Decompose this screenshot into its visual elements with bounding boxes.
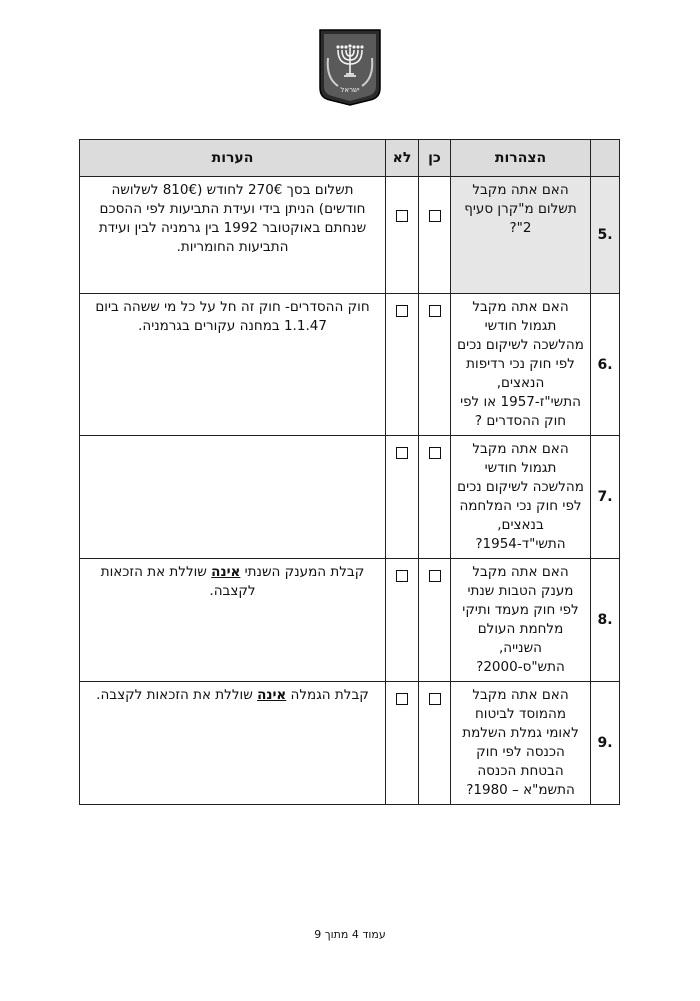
row-number: 5.: [591, 177, 620, 294]
notes-text: קבלת המענק השנתי: [240, 564, 365, 580]
yes-checkbox-cell[interactable]: [419, 177, 451, 294]
declarations-table: [79, 139, 620, 805]
yes-checkbox[interactable]: [429, 210, 441, 222]
row-number: 6.: [591, 294, 620, 436]
notes-text: שוללת את הזכאות לקצבה.: [100, 564, 256, 599]
yes-checkbox-cell[interactable]: [419, 294, 451, 436]
table-row: [80, 559, 620, 682]
row-question: האם אתה מקבל תשלום מ"קרן סעיף 2"?: [451, 177, 591, 294]
yes-column-header: כן: [419, 140, 451, 177]
row-question: האם אתה מקבל מהמוסד לביטוח לאומי גמלת השלמת הכנסה לפי חוק הבטחת הכנסה התשמ"א – 1980?: [451, 682, 591, 805]
state-of-israel-emblem-icon: [318, 28, 382, 106]
no-checkbox[interactable]: [396, 305, 408, 317]
no-checkbox[interactable]: [396, 210, 408, 222]
yes-checkbox[interactable]: [429, 305, 441, 317]
no-checkbox-cell[interactable]: [386, 682, 419, 805]
table-row: [80, 294, 620, 436]
notes-text: קבלת הגמלה: [286, 687, 369, 703]
yes-checkbox-cell[interactable]: [419, 682, 451, 805]
declarations-column-header: הצהרות: [451, 140, 591, 177]
no-checkbox-cell[interactable]: [386, 177, 419, 294]
yes-checkbox-cell[interactable]: [419, 559, 451, 682]
number-column-header: [591, 140, 620, 177]
table-header-row: [80, 140, 620, 177]
notes-emphasis: אינה: [257, 687, 287, 703]
row-question: האם אתה מקבל מענק הטבות שנתי לפי חוק מעמד ותיקי מלחמת העולם השנייה, התש"ס-2000?: [451, 559, 591, 682]
table-row: [80, 436, 620, 559]
row-notes: תשלום בסך 270€ לחודש (810€ לשלושה חודשים) הניתן בידי ועידת התביעות לפי ההסכם שנחתם באוקטובר 1992 בין גרמניה לבין ועידת התביעות החומריות.: [80, 177, 386, 294]
yes-checkbox[interactable]: [429, 570, 441, 582]
table-row: [80, 682, 620, 805]
no-checkbox[interactable]: [396, 693, 408, 705]
row-notes: [80, 559, 386, 682]
no-checkbox-cell[interactable]: [386, 559, 419, 682]
row-question: האם אתה מקבל תגמול חודשי מהלשכה לשיקום נכים לפי חוק נכי המלחמה בנאצים, התשי"ד-1954?: [451, 436, 591, 559]
yes-checkbox-cell[interactable]: [419, 436, 451, 559]
notes-emphasis: אינה: [211, 564, 241, 580]
table-row: [80, 177, 620, 294]
yes-checkbox[interactable]: [429, 447, 441, 459]
page-number-footer: עמוד 4 מתוך 9: [314, 928, 386, 941]
yes-checkbox[interactable]: [429, 693, 441, 705]
no-column-header: לא: [386, 140, 419, 177]
row-number: 8.: [591, 559, 620, 682]
no-checkbox-cell[interactable]: [386, 294, 419, 436]
no-checkbox[interactable]: [396, 570, 408, 582]
row-notes: חוק ההסדרים- חוק זה חל על כל מי ששהה ביום 1.1.47 במחנה עקורים בגרמניה.: [80, 294, 386, 436]
row-question: האם אתה מקבל תגמול חודשי מהלשכה לשיקום נכים לפי חוק נכי רדיפות הנאצים, התשי"ז-1957 או לפי חוק ההסדרים ?: [451, 294, 591, 436]
no-checkbox-cell[interactable]: [386, 436, 419, 559]
notes-text: שוללת את הזכאות לקצבה.: [96, 687, 258, 703]
emblem-text: ישראל: [340, 86, 360, 94]
row-notes: [80, 436, 386, 559]
row-number: 9.: [591, 682, 620, 805]
row-number: 7.: [591, 436, 620, 559]
row-notes: [80, 682, 386, 805]
notes-column-header: הערות: [80, 140, 386, 177]
no-checkbox[interactable]: [396, 447, 408, 459]
